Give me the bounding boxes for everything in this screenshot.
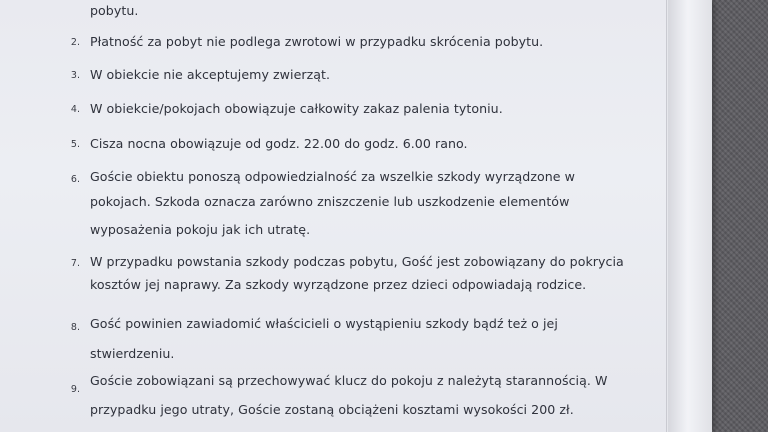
rule-number: 2. xyxy=(70,37,80,48)
rule-line: pokojach. Szkoda oznacza zarówno zniszczenie lub uszkodzenie elementów xyxy=(90,194,570,209)
rule-line: Płatność za pobyt nie podlega zwrotowi w przypadku skrócenia pobytu. xyxy=(90,34,544,49)
rule-line: pobytu. xyxy=(90,3,139,18)
rule-line: Cisza nocna obowiązuje od godz. 22.00 do godz. 6.00 rano. xyxy=(90,136,468,151)
rule-number: 4. xyxy=(70,104,80,115)
rule-line: Goście zobowiązani są przechowywać klucz do pokoju z należytą starannością. W xyxy=(90,373,608,388)
rule-line: stwierdzeniu. xyxy=(90,346,175,361)
rule-line: W przypadku powstania szkody podczas pobytu, Gość jest zobowiązany do pokrycia xyxy=(90,254,624,269)
rule-number: 8. xyxy=(70,322,80,333)
rule-number: 3. xyxy=(70,70,80,81)
rule-line: Gość powinien zawiadomić właścicieli o wystąpieniu szkody bądź też o jej xyxy=(90,316,558,331)
rule-line: Goście obiektu ponoszą odpowiedzialność za wszelkie szkody wyrządzone w xyxy=(90,169,575,184)
rule-number: 6. xyxy=(70,174,80,185)
rule-number: 7. xyxy=(70,258,80,269)
rule-line: W obiekcie nie akceptujemy zwierząt. xyxy=(90,67,331,82)
rule-number: 9. xyxy=(70,384,80,395)
rule-line: przypadku jego utraty, Goście zostaną obciążeni kosztami wysokości 200 zł. xyxy=(90,402,574,417)
rule-number: 5. xyxy=(70,139,80,150)
frame-edge xyxy=(668,0,712,432)
rule-line: wyposażenia pokoju jak ich utratę. xyxy=(90,222,311,237)
rule-line: W obiekcie/pokojach obowiązuje całkowity zakaz palenia tytoniu. xyxy=(90,101,503,116)
rule-line: kosztów jej naprawy. Za szkody wyrządzone przez dzieci odpowiadają rodzice. xyxy=(90,277,587,292)
